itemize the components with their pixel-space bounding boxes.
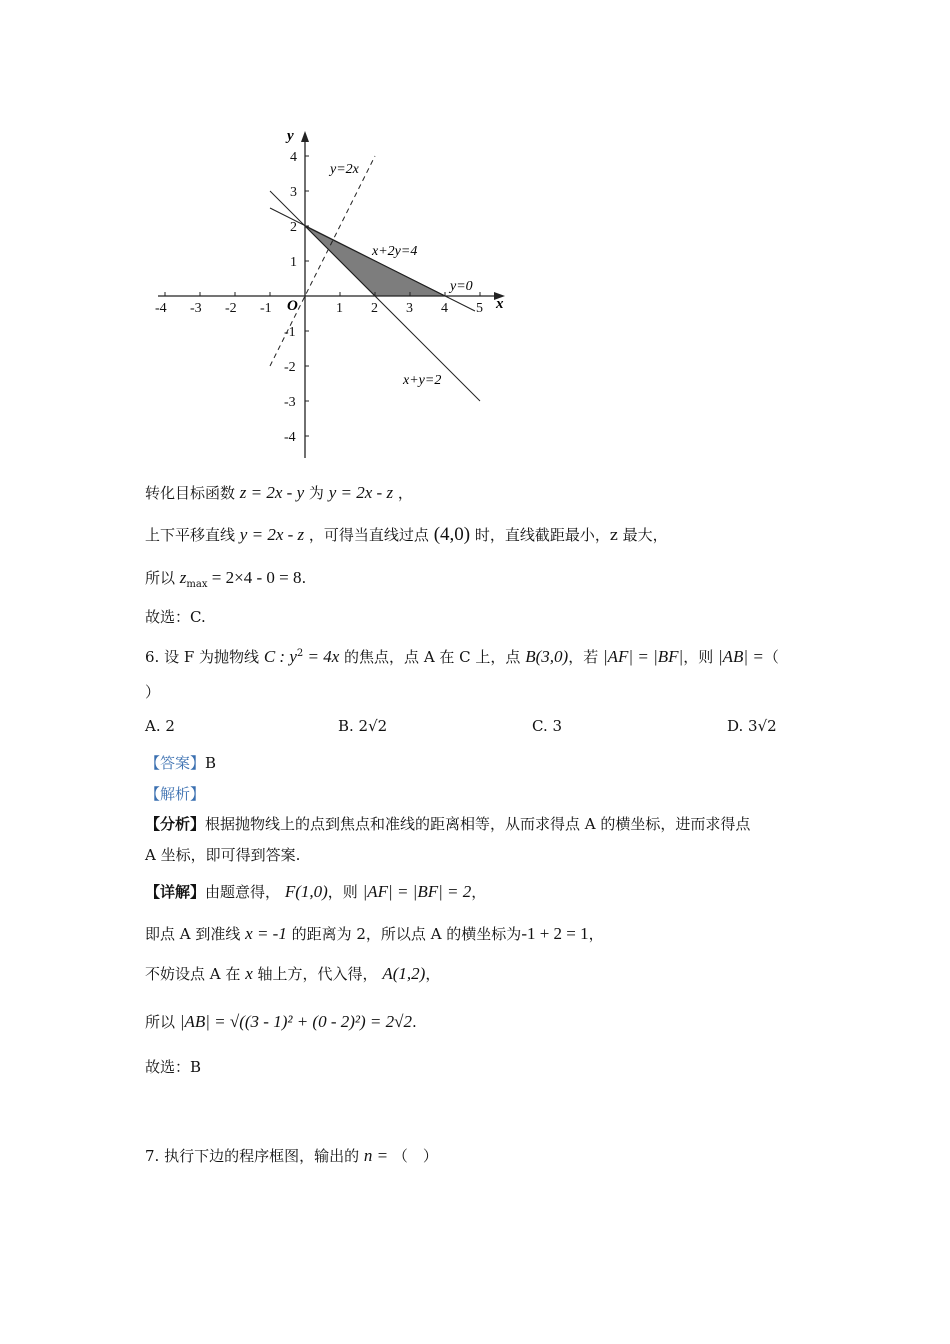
solution-line-1 (145, 482, 413, 504)
solution-line-3 (145, 567, 306, 596)
equation: = 4x (303, 647, 340, 666)
svg-text:-4: -4 (155, 301, 167, 316)
equation: z (179, 568, 187, 587)
equation: |AB| = (717, 647, 764, 666)
answer-line: 故选：C. (145, 608, 206, 626)
equation: F(1,0) (284, 882, 328, 901)
text: ，若 (568, 648, 599, 666)
origin-label: O (287, 298, 298, 314)
variable: x (245, 964, 253, 983)
text: ， (471, 883, 487, 901)
svg-text:-4: -4 (284, 430, 296, 445)
svg-text:2: 2 (290, 220, 297, 235)
text: 由题意得， (205, 883, 281, 901)
svg-text:-3: -3 (190, 301, 202, 316)
equation: -1 + 2 = 1 (521, 924, 589, 943)
equation: y = 2x - z (328, 483, 394, 502)
svg-text:5: 5 (476, 301, 483, 316)
text: 为 (308, 484, 324, 502)
point: B(3,0) (525, 647, 569, 666)
x-axis-label: x (496, 296, 504, 312)
svg-text:-1: -1 (284, 325, 296, 340)
text: 不妨设点 (145, 965, 206, 983)
equation: x = -1 (245, 924, 287, 943)
option-b: B. 2√2 (338, 717, 388, 735)
text: 上下平移直线 (145, 526, 236, 544)
text: 6. 设 F 为抛物线 (145, 648, 260, 666)
text: ， (397, 484, 413, 502)
text: ，则 (327, 883, 358, 901)
fenxi-line-1 (145, 813, 750, 835)
y-axis-arrow (301, 131, 309, 142)
solution-line-2 (145, 524, 668, 546)
fenxi-tag: 【分析】 (145, 815, 206, 833)
text: ，则 (683, 648, 714, 666)
x-tick-labels (155, 301, 483, 316)
detail-line-c (145, 1011, 417, 1033)
question-6 (145, 643, 779, 668)
svg-text:4: 4 (290, 150, 297, 165)
text: ， (425, 965, 441, 983)
text: 即点 A 到准线 (145, 925, 241, 943)
text: ， (588, 925, 604, 943)
question-6-close: ） (145, 683, 161, 701)
text: 在 (225, 965, 241, 983)
equation: |AF| = |BF| (602, 647, 684, 666)
label-y-eq-2x: y=2x (330, 162, 359, 177)
equation: = 2×4 - 0 = 8 (207, 568, 302, 587)
svg-text:1: 1 (290, 255, 297, 270)
label-x-plus-2y-eq-4: x+2y=4 (372, 244, 418, 259)
detail-line-a (145, 923, 604, 945)
text: 所以 (145, 1013, 176, 1031)
xiangjie-tag: 【详解】 (145, 883, 206, 901)
text: ，可得当直线过点 (308, 526, 429, 544)
label-y-eq-0: y=0 (450, 279, 473, 294)
svg-text:2: 2 (371, 301, 378, 316)
svg-text:-2: -2 (284, 360, 296, 375)
answer-value: B (205, 754, 217, 772)
equation: A(1,2) (382, 964, 426, 983)
label-x-plus-y-eq-2: x+y=2 (403, 373, 442, 388)
option-a: A. 2 (145, 717, 175, 735)
equation: |AB| = √((3 - 1)² + (0 - 2)²) = 2√2 (179, 1012, 412, 1031)
subscript: max (186, 579, 208, 590)
equation: y = 2x - z (239, 525, 305, 544)
equation: n = (363, 1146, 389, 1165)
point: (4,0) (433, 524, 471, 545)
text: 的焦点，点 A 在 C 上，点 (344, 648, 521, 666)
text: 的距离为 2，所以点 A 的横坐标为 (291, 925, 522, 943)
text: （ ） (392, 1147, 438, 1165)
text: 转化目标函数 (145, 484, 236, 502)
svg-text:3: 3 (406, 301, 413, 316)
fenxi-line-2: A 坐标，即可得到答案. (145, 846, 301, 864)
option-c: C. 3 (532, 717, 563, 735)
text: 根据抛物线上的点到焦点和准线的距离相等，从而求得点 A 的横坐标，进而求得点 (205, 815, 751, 833)
text: 所以 (145, 569, 176, 587)
answer-line-6: 故选：B (145, 1058, 202, 1076)
option-d: D. 3√2 (727, 717, 777, 735)
text: . (301, 569, 307, 587)
text: 7. 执行下边的程序框图，输出的 (145, 1147, 360, 1165)
xiangjie-line (145, 881, 486, 903)
svg-text:-3: -3 (284, 395, 296, 410)
answer-row (145, 752, 216, 774)
svg-text:3: 3 (290, 185, 297, 200)
superscript: 2 (296, 648, 304, 659)
equation: C : y (263, 647, 297, 666)
answer-tag: 【答案】 (145, 754, 206, 772)
text: . (411, 1013, 417, 1031)
coordinate-diagram (150, 125, 530, 465)
text: 时，直线截距最小，z 最大， (474, 526, 668, 544)
equation: z = 2x - y (239, 483, 305, 502)
text: （ (763, 648, 779, 666)
analysis-row (145, 783, 205, 805)
svg-text:-1: -1 (260, 301, 272, 316)
analysis-tag: 【解析】 (145, 785, 206, 803)
question-7 (145, 1145, 438, 1167)
text: 轴上方，代入得， (257, 965, 378, 983)
point-label: A (209, 965, 221, 983)
svg-text:-2: -2 (225, 301, 237, 316)
equation: |AF| = |BF| = 2 (362, 882, 472, 901)
detail-line-b (145, 963, 440, 985)
svg-text:4: 4 (441, 301, 448, 316)
y-axis-label: y (287, 128, 294, 144)
svg-text:1: 1 (336, 301, 343, 316)
